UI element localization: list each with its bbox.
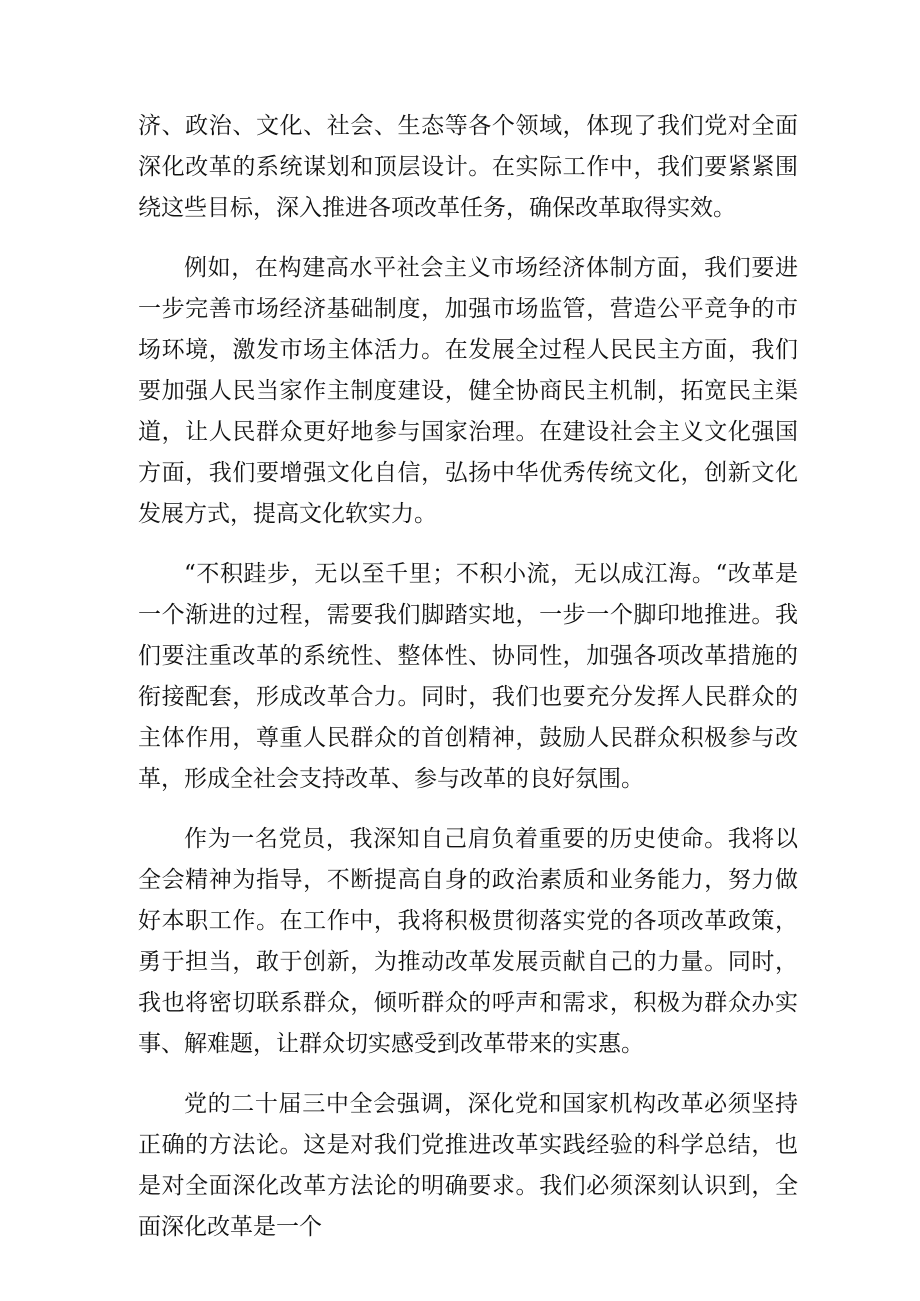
paragraph-4: 作为一名党员，我深知自己肩负着重要的历史使命。我将以全会精神为指导，不断提高自身的政治素质和业务能力，努力做好本职工作。在工作中，我将积极贯彻落实党的各项改革政策，勇于担当，敢于创新，为推动改革发展贡献自己的力量。同时，我也将密切联系群众，倾听群众的呼声和需求，积极为群众办实事、解难题，让群众切实感受到改革带来的实惠。	[138, 826, 798, 1057]
document-body	[138, 106, 798, 1267]
paragraph-3: “不积跬步，无以至千里；不积小流，无以成江海。“改革是一个渐进的过程，需要我们脚踏实地，一步一个脚印地推进。我们要注重改革的系统性、整体性、协同性，加强各项改革措施的衔接配套，形成改革合力。同时，我们也要充分发挥人民群众的主体作用，尊重人民群众的首创精神，鼓励人民群众积极参与改革，形成全社会支持改革、参与改革的良好氛围。	[138, 561, 798, 792]
paragraph-1: 济、政治、文化、社会、生态等各个领域，体现了我们党对全面深化改革的系统谋划和顶层设计。在实际工作中，我们要紧紧围绕这些目标，深入推进各项改革任务，确保改革取得实效。	[138, 113, 798, 221]
paragraph-5: 党的二十届三中全会强调，深化党和国家机构改革必须坚持正确的方法论。这是对我们党推进改革实践经验的科学总结，也是对全面深化改革方法论的明确要求。我们必须深刻认识到，全面深化改革是一个	[138, 1091, 798, 1240]
paragraph-2: 例如，在构建高水平社会主义市场经济体制方面，我们要进一步完善市场经济基础制度，加强市场监管，营造公平竞争的市场环境，激发市场主体活力。在发展全过程人民民主方面，我们要加强人民当家作主制度建设，健全协商民主机制，拓宽民主渠道，让人民群众更好地参与国家治理。在建设社会主义文化强国方面，我们要增强文化自信，弘扬中华优秀传统文化，创新文化发展方式，提高文化软实力。	[138, 255, 798, 527]
